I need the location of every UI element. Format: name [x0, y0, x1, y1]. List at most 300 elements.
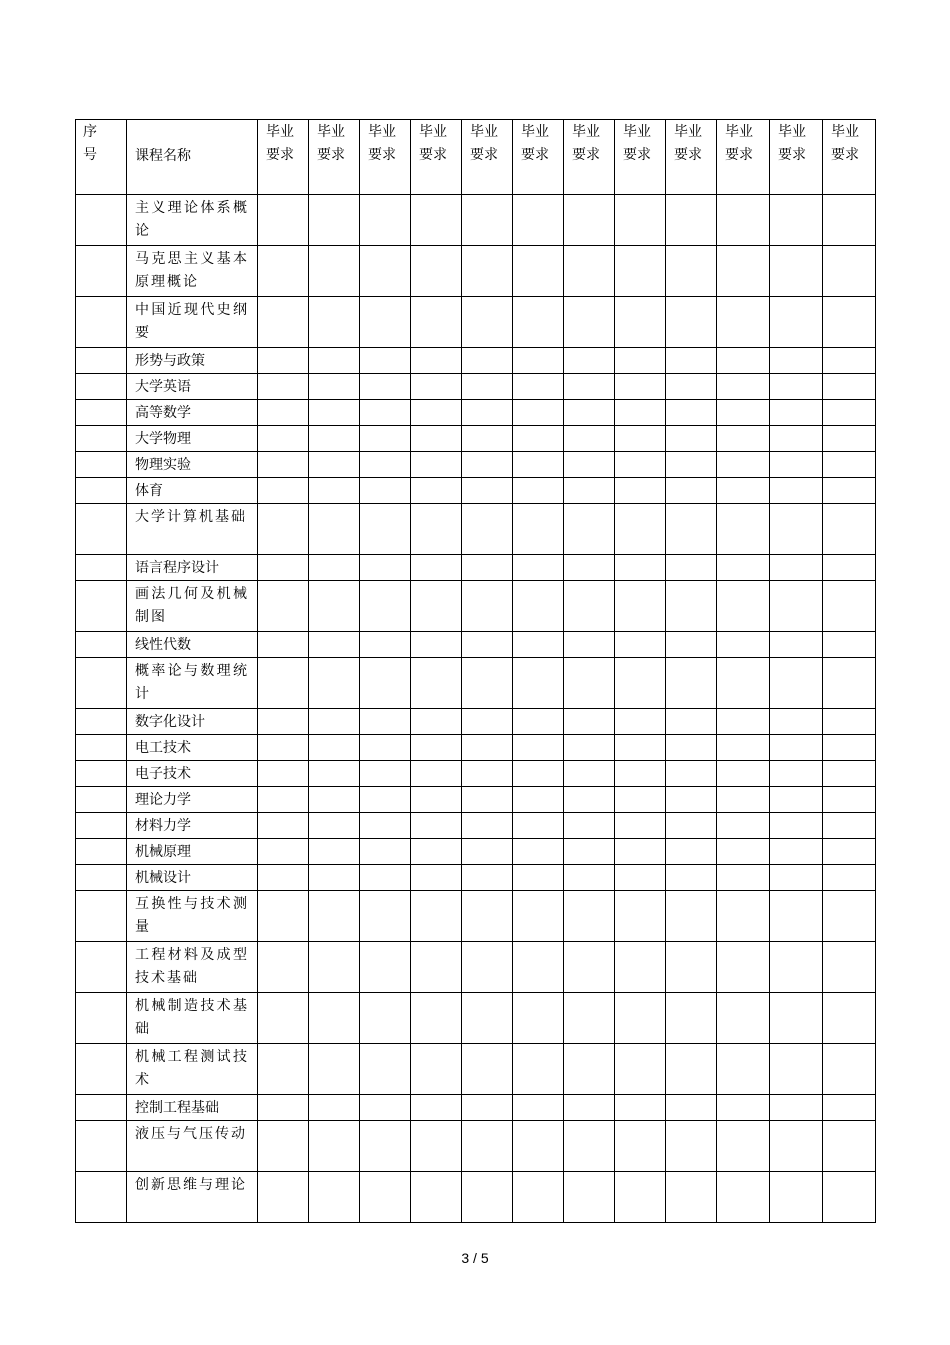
header-req-label: 毕业要求	[674, 124, 702, 163]
requirement-cell	[411, 787, 462, 813]
requirement-cell	[770, 1044, 823, 1095]
requirement-cell	[462, 1044, 513, 1095]
requirement-cell	[666, 865, 717, 891]
requirement-cell	[717, 709, 770, 735]
requirement-cell	[823, 632, 876, 658]
table-row	[76, 1095, 876, 1121]
requirement-cell	[513, 865, 564, 891]
requirement-cell	[564, 1121, 615, 1172]
requirement-cell	[615, 374, 666, 400]
course-name: 电子技术	[135, 766, 191, 782]
requirement-cell	[615, 658, 666, 709]
requirement-cell	[258, 993, 309, 1044]
requirement-cell	[513, 348, 564, 374]
requirement-cell	[823, 297, 876, 348]
requirement-cell	[258, 1044, 309, 1095]
requirement-cell	[360, 839, 411, 865]
requirement-cell	[513, 761, 564, 787]
header-req-cell	[823, 120, 876, 195]
header-req-label: 毕业要求	[317, 124, 345, 163]
seq-cell	[76, 426, 127, 452]
requirement-cell	[411, 581, 462, 632]
requirement-cell	[564, 297, 615, 348]
requirement-cell	[309, 581, 360, 632]
course-name: 机械设计	[135, 870, 191, 886]
requirement-cell	[564, 735, 615, 761]
requirement-cell	[823, 195, 876, 246]
requirement-cell	[615, 426, 666, 452]
requirement-cell	[666, 632, 717, 658]
requirement-cell	[615, 1121, 666, 1172]
requirement-cell	[258, 632, 309, 658]
requirement-cell	[258, 426, 309, 452]
requirement-cell	[770, 1172, 823, 1223]
requirement-cell	[717, 452, 770, 478]
seq-cell	[76, 1172, 127, 1223]
requirement-cell	[360, 297, 411, 348]
requirement-cell	[770, 1095, 823, 1121]
requirement-cell	[513, 709, 564, 735]
requirement-cell	[770, 478, 823, 504]
requirement-cell	[666, 195, 717, 246]
seq-cell	[76, 1121, 127, 1172]
requirement-cell	[462, 374, 513, 400]
requirement-cell	[462, 813, 513, 839]
requirement-cell	[513, 374, 564, 400]
table-row	[76, 709, 876, 735]
course-name-cell	[127, 348, 258, 374]
requirement-cell	[462, 658, 513, 709]
requirement-cell	[462, 735, 513, 761]
requirement-cell	[360, 1121, 411, 1172]
course-name: 线性代数	[135, 637, 191, 653]
requirement-cell	[717, 813, 770, 839]
requirement-cell	[258, 195, 309, 246]
course-name-cell	[127, 993, 258, 1044]
requirement-cell	[309, 297, 360, 348]
course-name: 机械制造技术基础	[135, 998, 249, 1037]
requirement-cell	[513, 426, 564, 452]
requirement-cell	[717, 555, 770, 581]
requirement-cell	[309, 195, 360, 246]
course-name: 大学物理	[135, 431, 191, 447]
requirement-cell	[462, 1172, 513, 1223]
requirement-cell	[564, 246, 615, 297]
requirement-cell	[615, 891, 666, 942]
requirement-cell	[564, 426, 615, 452]
requirement-cell	[462, 1095, 513, 1121]
requirement-cell	[823, 709, 876, 735]
requirement-cell	[717, 1121, 770, 1172]
course-name-cell	[127, 658, 258, 709]
seq-cell	[76, 891, 127, 942]
requirement-cell	[615, 478, 666, 504]
requirement-cell	[513, 993, 564, 1044]
requirement-cell	[411, 426, 462, 452]
course-name: 高等数学	[135, 405, 191, 421]
requirement-cell	[360, 813, 411, 839]
requirement-cell	[513, 942, 564, 993]
requirement-cell	[666, 993, 717, 1044]
requirement-cell	[360, 1044, 411, 1095]
table-row	[76, 942, 876, 993]
requirement-cell	[823, 865, 876, 891]
requirement-cell	[564, 1044, 615, 1095]
requirement-cell	[717, 195, 770, 246]
requirement-cell	[513, 891, 564, 942]
table-row	[76, 555, 876, 581]
header-req-cell	[513, 120, 564, 195]
course-name: 材料力学	[135, 818, 191, 834]
header-req-label: 毕业要求	[725, 124, 753, 163]
requirement-cell	[615, 735, 666, 761]
requirement-cell	[309, 478, 360, 504]
table-row	[76, 761, 876, 787]
requirement-cell	[717, 504, 770, 555]
requirement-cell	[615, 555, 666, 581]
course-name-cell	[127, 555, 258, 581]
table-row	[76, 787, 876, 813]
requirement-cell	[258, 400, 309, 426]
requirement-cell	[513, 1095, 564, 1121]
requirement-cell	[666, 787, 717, 813]
requirement-cell	[258, 348, 309, 374]
header-req-label: 毕业要求	[419, 124, 447, 163]
course-name-cell	[127, 787, 258, 813]
requirement-cell	[513, 581, 564, 632]
requirement-cell	[258, 891, 309, 942]
requirement-cell	[462, 1121, 513, 1172]
requirement-cell	[823, 942, 876, 993]
requirement-cell	[666, 452, 717, 478]
requirement-cell	[258, 555, 309, 581]
requirement-cell	[462, 581, 513, 632]
requirement-cell	[823, 452, 876, 478]
requirement-cell	[258, 787, 309, 813]
requirement-cell	[462, 787, 513, 813]
header-req-label: 毕业要求	[623, 124, 651, 163]
course-name-cell	[127, 865, 258, 891]
requirement-cell	[411, 865, 462, 891]
course-name: 机械原理	[135, 844, 191, 860]
requirement-cell	[770, 246, 823, 297]
header-req-label: 毕业要求	[778, 124, 806, 163]
requirement-cell	[564, 374, 615, 400]
course-name: 主义理论体系概论	[135, 200, 249, 239]
requirement-cell	[360, 374, 411, 400]
requirement-cell	[770, 709, 823, 735]
table-row	[76, 735, 876, 761]
requirement-cell	[411, 297, 462, 348]
seq-cell	[76, 865, 127, 891]
requirement-cell	[360, 865, 411, 891]
requirement-cell	[666, 426, 717, 452]
requirement-cell	[564, 195, 615, 246]
requirement-cell	[564, 632, 615, 658]
course-name-cell	[127, 761, 258, 787]
requirement-cell	[513, 1172, 564, 1223]
requirement-cell	[309, 658, 360, 709]
requirement-cell	[360, 348, 411, 374]
seq-cell	[76, 452, 127, 478]
course-name-cell	[127, 709, 258, 735]
requirement-cell	[309, 1044, 360, 1095]
requirement-cell	[717, 761, 770, 787]
requirement-cell	[462, 839, 513, 865]
requirement-cell	[770, 813, 823, 839]
requirement-cell	[309, 709, 360, 735]
requirement-cell	[462, 400, 513, 426]
course-name: 工程材料及成型技术基础	[135, 947, 249, 986]
requirement-cell	[360, 426, 411, 452]
requirement-cell	[770, 839, 823, 865]
course-name: 电工技术	[135, 740, 191, 756]
header-req-cell	[411, 120, 462, 195]
seq-cell	[76, 555, 127, 581]
requirement-cell	[823, 787, 876, 813]
requirement-cell	[309, 735, 360, 761]
header-seq-cell	[76, 120, 127, 195]
requirement-cell	[513, 735, 564, 761]
seq-cell	[76, 942, 127, 993]
course-name-cell	[127, 813, 258, 839]
requirement-cell	[564, 865, 615, 891]
requirement-cell	[360, 195, 411, 246]
requirement-cell	[258, 942, 309, 993]
requirement-cell	[770, 1121, 823, 1172]
header-req-cell	[258, 120, 309, 195]
requirement-cell	[411, 891, 462, 942]
requirement-cell	[411, 1044, 462, 1095]
seq-cell	[76, 813, 127, 839]
table-row	[76, 865, 876, 891]
course-name-cell	[127, 735, 258, 761]
requirement-cell	[360, 761, 411, 787]
requirement-cell	[462, 632, 513, 658]
requirement-cell	[717, 942, 770, 993]
requirement-cell	[770, 452, 823, 478]
requirement-cell	[258, 478, 309, 504]
requirement-cell	[717, 735, 770, 761]
requirement-cell	[717, 478, 770, 504]
requirement-cell	[823, 348, 876, 374]
seq-cell	[76, 993, 127, 1044]
table-row	[76, 478, 876, 504]
requirement-cell	[823, 1121, 876, 1172]
requirement-cell	[462, 348, 513, 374]
requirement-cell	[513, 297, 564, 348]
requirement-cell	[309, 813, 360, 839]
page-number: 3 / 5	[461, 1250, 489, 1266]
seq-cell	[76, 348, 127, 374]
requirement-cell	[666, 297, 717, 348]
course-name-cell	[127, 400, 258, 426]
requirement-cell	[717, 658, 770, 709]
requirement-cell	[258, 761, 309, 787]
requirement-cell	[360, 709, 411, 735]
table-row	[76, 581, 876, 632]
table-row	[76, 504, 876, 555]
requirement-cell	[411, 348, 462, 374]
requirement-cell	[615, 1095, 666, 1121]
requirement-cell	[666, 761, 717, 787]
header-req-cell	[717, 120, 770, 195]
requirement-cell	[309, 632, 360, 658]
requirement-cell	[411, 452, 462, 478]
requirement-cell	[615, 297, 666, 348]
seq-cell	[76, 761, 127, 787]
requirement-cell	[770, 942, 823, 993]
requirement-cell	[823, 581, 876, 632]
requirement-cell	[309, 1095, 360, 1121]
requirement-cell	[666, 942, 717, 993]
requirement-cell	[462, 709, 513, 735]
seq-cell	[76, 478, 127, 504]
requirement-cell	[717, 581, 770, 632]
requirement-cell	[258, 1172, 309, 1223]
requirement-cell	[411, 246, 462, 297]
requirement-cell	[258, 374, 309, 400]
requirement-cell	[770, 555, 823, 581]
requirement-cell	[564, 452, 615, 478]
course-name-cell	[127, 452, 258, 478]
requirement-cell	[462, 942, 513, 993]
requirement-cell	[360, 993, 411, 1044]
requirement-cell	[564, 839, 615, 865]
requirement-cell	[770, 504, 823, 555]
requirement-cell	[513, 452, 564, 478]
requirement-cell	[513, 478, 564, 504]
seq-cell	[76, 709, 127, 735]
requirement-cell	[309, 555, 360, 581]
course-name: 大学英语	[135, 379, 191, 395]
requirement-cell	[258, 452, 309, 478]
requirement-cell	[615, 839, 666, 865]
course-name-cell	[127, 246, 258, 297]
requirement-cell	[564, 993, 615, 1044]
requirement-cell	[411, 1095, 462, 1121]
requirement-cell	[717, 1172, 770, 1223]
header-req-cell	[564, 120, 615, 195]
requirement-cell	[360, 581, 411, 632]
header-req-label: 毕业要求	[521, 124, 549, 163]
requirement-cell	[823, 478, 876, 504]
requirement-cell	[309, 400, 360, 426]
course-name-cell	[127, 581, 258, 632]
seq-cell	[76, 195, 127, 246]
requirement-cell	[462, 246, 513, 297]
requirement-cell	[462, 195, 513, 246]
header-seq-label: 序号	[83, 124, 97, 163]
seq-cell	[76, 374, 127, 400]
requirement-cell	[823, 839, 876, 865]
requirement-cell	[823, 1044, 876, 1095]
course-name: 中国近现代史纲要	[135, 302, 249, 341]
seq-cell	[76, 787, 127, 813]
requirement-cell	[615, 993, 666, 1044]
requirement-cell	[309, 426, 360, 452]
requirement-cell	[823, 1095, 876, 1121]
header-req-label: 毕业要求	[831, 124, 859, 163]
requirement-cell	[564, 400, 615, 426]
requirement-cell	[462, 297, 513, 348]
requirement-cell	[564, 348, 615, 374]
requirement-cell	[462, 504, 513, 555]
course-name-cell	[127, 426, 258, 452]
course-requirement-matrix	[75, 119, 876, 1223]
requirement-cell	[411, 1121, 462, 1172]
seq-cell	[76, 400, 127, 426]
requirement-cell	[411, 478, 462, 504]
table-row	[76, 297, 876, 348]
requirement-cell	[770, 426, 823, 452]
requirement-cell	[309, 1172, 360, 1223]
requirement-cell	[666, 1095, 717, 1121]
requirement-cell	[666, 1172, 717, 1223]
requirement-cell	[462, 891, 513, 942]
requirement-cell	[717, 297, 770, 348]
course-name-cell	[127, 839, 258, 865]
requirement-cell	[770, 787, 823, 813]
requirement-cell	[823, 658, 876, 709]
requirement-cell	[462, 426, 513, 452]
requirement-cell	[309, 1121, 360, 1172]
requirement-cell	[615, 761, 666, 787]
requirement-cell	[717, 865, 770, 891]
requirement-cell	[462, 993, 513, 1044]
requirement-cell	[564, 813, 615, 839]
requirement-cell	[615, 813, 666, 839]
requirement-cell	[823, 761, 876, 787]
course-name-cell	[127, 504, 258, 555]
requirement-cell	[615, 1172, 666, 1223]
requirement-cell	[717, 374, 770, 400]
requirement-cell	[258, 658, 309, 709]
requirement-cell	[770, 297, 823, 348]
requirement-cell	[564, 709, 615, 735]
requirement-cell	[564, 1172, 615, 1223]
requirement-cell	[360, 1172, 411, 1223]
requirement-cell	[615, 1044, 666, 1095]
requirement-cell	[513, 658, 564, 709]
requirement-cell	[411, 1172, 462, 1223]
requirement-cell	[615, 452, 666, 478]
requirement-cell	[360, 735, 411, 761]
requirement-cell	[717, 993, 770, 1044]
requirement-cell	[666, 348, 717, 374]
requirement-cell	[615, 504, 666, 555]
requirement-cell	[666, 555, 717, 581]
requirement-cell	[462, 865, 513, 891]
requirement-cell	[564, 504, 615, 555]
seq-cell	[76, 632, 127, 658]
requirement-cell	[309, 891, 360, 942]
requirement-cell	[411, 504, 462, 555]
requirement-cell	[666, 658, 717, 709]
requirement-cell	[360, 942, 411, 993]
requirement-cell	[258, 1095, 309, 1121]
table-row	[76, 993, 876, 1044]
course-name: 马克思主义基本原理概论	[135, 251, 249, 290]
course-name-cell	[127, 478, 258, 504]
requirement-cell	[615, 942, 666, 993]
course-name: 创新思维与理论	[135, 1177, 247, 1193]
requirement-cell	[411, 993, 462, 1044]
table-row	[76, 658, 876, 709]
requirement-cell	[717, 426, 770, 452]
requirement-cell	[770, 865, 823, 891]
requirement-cell	[258, 1121, 309, 1172]
